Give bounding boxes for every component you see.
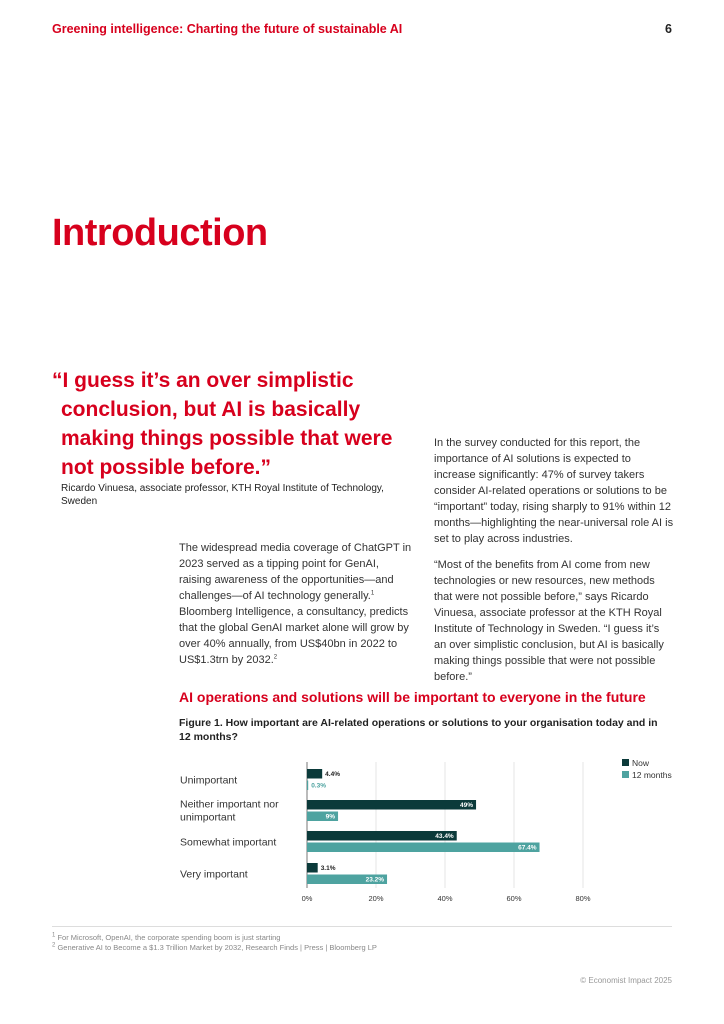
bar-now <box>307 769 322 779</box>
footnote-text: For Microsoft, OpenAI, the corporate spending boom is just starting <box>57 933 281 942</box>
footnote-divider <box>52 926 672 927</box>
pull-quote-line-2: conclusion, but AI is basically <box>61 398 361 421</box>
footnotes <box>52 933 377 953</box>
body-column-right <box>434 435 674 685</box>
pull-quote-line-4: not possible before.” <box>61 456 272 479</box>
legend-label: 12 months <box>632 770 672 780</box>
bar-now <box>307 863 318 873</box>
body-paragraph <box>179 540 414 668</box>
bar-12-months <box>307 843 540 853</box>
body-column-left <box>179 540 414 668</box>
bar-12-months <box>307 781 308 791</box>
data-label: 4.4% <box>325 771 341 778</box>
bar-now <box>307 800 476 810</box>
data-label: 67.4% <box>518 844 537 852</box>
data-label: 0.3% <box>311 782 327 790</box>
footnote-ref: 2 <box>273 654 278 661</box>
footnote-number: 2 <box>52 942 56 949</box>
pull-quote-line-1 <box>52 366 422 395</box>
section-heading: Introduction <box>52 212 268 254</box>
running-header-title: Greening intelligence: Charting the future of sustainable AI <box>52 22 403 36</box>
chart-headline: AI operations and solutions will be important to everyone in the future <box>179 689 646 705</box>
category-label: Somewhat important <box>180 836 277 849</box>
x-tick-label: 40% <box>437 894 453 903</box>
data-label: 49% <box>460 802 474 809</box>
body-paragraph: “Most of the benefits from AI come from new technologies or new resources, new methods that were not possible before,” says Ricardo Vinuesa, associate professor at the KTH Royal Institute of Technology in Sweden. “I guess it’s an over simplistic conclusion, but AI is basically making things possible that were not possible before.” <box>434 559 664 683</box>
bar-now <box>307 831 457 841</box>
footnote-text: Generative AI to Become a $1.3 Trillion Market by 2032, Research Finds | Press | Bloomberg LP <box>57 943 377 952</box>
figure-title: Figure 1. How important are AI-related operations or solutions to your organisation today and in 12 months? <box>179 717 658 743</box>
body-text: The widespread media coverage of ChatGPT in 2023 served as a tipping point for GenAI, raising awareness of the opportunities—and challenges—of AI technology generally. <box>179 542 412 602</box>
pull-quote <box>52 366 422 482</box>
footnote-2 <box>52 943 377 953</box>
quote-attribution: Ricardo Vinuesa, associate professor, KTH Royal Institute of Technology, Sweden <box>61 483 384 507</box>
pull-quote-line-3: making things possible that were <box>61 427 393 450</box>
legend-label: Now <box>632 758 650 768</box>
footnote-number: 1 <box>52 932 56 939</box>
legend-swatch <box>622 759 629 766</box>
data-label: 23.2% <box>365 876 385 884</box>
data-label: 9% <box>325 813 336 821</box>
copyright: © Economist Impact 2025 <box>580 976 672 985</box>
x-tick-label: 60% <box>506 894 522 903</box>
bar-chart <box>170 752 680 912</box>
category-label: unimportant <box>180 811 236 824</box>
pull-quote-line-1-text: I guess it’s an over simplistic <box>62 369 354 392</box>
x-tick-label: 80% <box>575 894 591 903</box>
category-label: Neither important nor <box>180 798 279 811</box>
footnote-ref: 1 <box>370 590 375 597</box>
x-tick-label: 0% <box>301 894 313 903</box>
data-label: 43.4% <box>435 833 454 840</box>
x-tick-label: 20% <box>368 894 384 903</box>
category-label: Very important <box>180 868 248 881</box>
legend-swatch <box>622 771 629 778</box>
data-label: 3.1% <box>320 865 336 872</box>
footnote-1 <box>52 933 377 943</box>
body-text: Bloomberg Intelligence, a consultancy, predicts that the global GenAI market alone will grow by over 40% annually, from US$40bn in 2022 to US$1.3trn by 2032. <box>179 606 409 666</box>
category-label: Unimportant <box>180 774 238 787</box>
body-paragraph: In the survey conducted for this report, the importance of AI solutions is expected to increase significantly: 47% of survey takers consider AI-related operations or solutions to be “important” today, rising sharply to 91% within 12 months—highlighting the near-universal role AI is set to play across industries. <box>434 437 674 545</box>
page-number: 6 <box>665 22 672 36</box>
open-quote-mark: “ <box>52 369 63 392</box>
